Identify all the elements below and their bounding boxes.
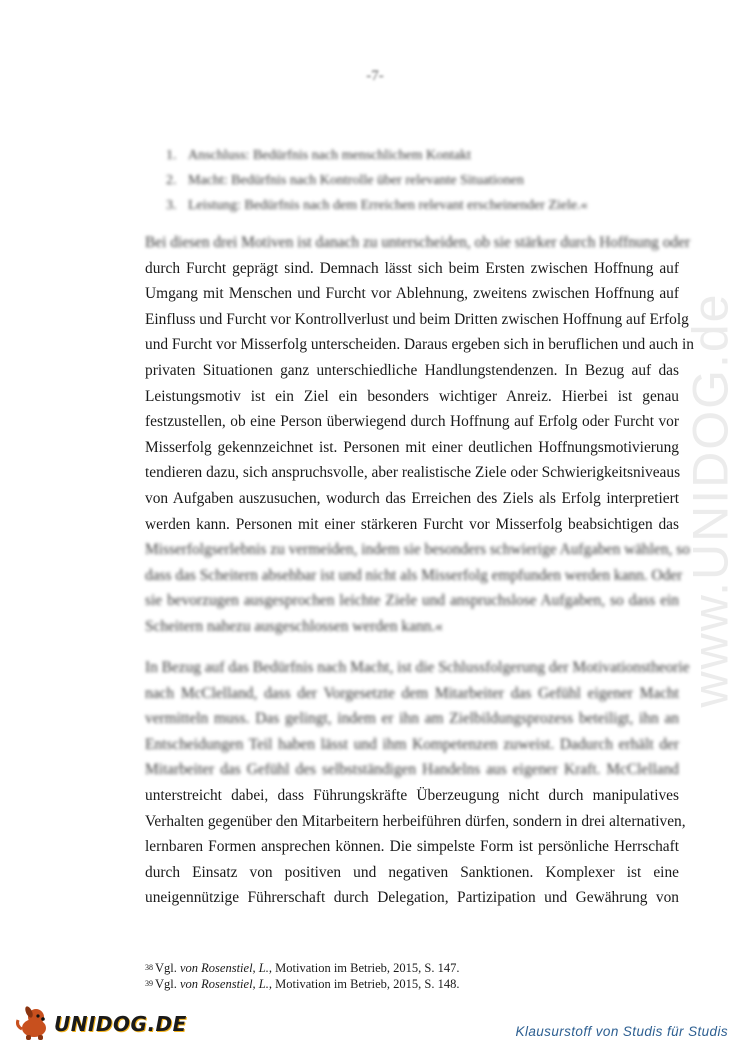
text-line: von Aufgaben auszusuchen, wodurch das Erreichen des Ziels als Erfolg interpretiert (145, 489, 679, 507)
body-paragraph-2 (145, 655, 690, 911)
footnote-prefix: Vgl. (155, 961, 180, 975)
text-line-blurred: Mitarbeiter das Gefühl des selbstständigen Handelns aus eigener Kraft. McClelland (145, 761, 679, 779)
footnotes (145, 960, 460, 992)
text-line-blurred: sie bevorzugen ausgesprochen leichte Ziele und anspruchslose Aufgaben, so dass ein (145, 592, 679, 610)
footnote (145, 960, 460, 976)
body-paragraph-1 (145, 230, 694, 640)
text-line: durch Einsatz von positiven und negativen Sanktionen. Komplexer ist eine (145, 863, 679, 881)
text-line-blurred: nach McClelland, dass der Vorgesetzte dem Mitarbeiter das Gefühl eigener Macht (145, 684, 679, 702)
footnote-number: 39 (145, 979, 153, 988)
text-line-blurred: vermitteln muss. Das gelingt, indem er ihn am Zielbildungsprozess beteiligt, ihn an (145, 710, 679, 728)
list-item-number: 3. (166, 198, 177, 213)
text-line: unterstreicht dabei, dass Führungskräfte Überzeugung nicht durch manipulatives (145, 786, 679, 804)
text-line: lernbaren Formen ansprechen können. Die simpelste Form ist persönliche Herrschaft (145, 838, 679, 856)
list-item-text: Anschluss: Bedürfnis nach menschlichem Kontakt (188, 148, 472, 163)
text-line: Verhalten gegenüber den Mitarbeitern herbeiführen dürfen, sondern in drei alternativen, (145, 812, 686, 830)
text-line: werden kann. Personen mit einer stärkeren Furcht vor Misserfolg beabsichtigen das (145, 515, 679, 533)
text-line: Leistungsmotiv ist ein Ziel ein besonders wichtiger Anreiz. Hierbei ist genau (145, 387, 679, 405)
list-item-number: 2. (166, 173, 177, 188)
text-line-blurred: Scheitern nahezu ausgeschlossen werden kann.« (145, 617, 443, 635)
watermark (660, 240, 750, 760)
footnote-author: von Rosenstiel, L., (180, 961, 273, 975)
footnote-author: von Rosenstiel, L., (180, 977, 273, 991)
footnote-prefix: Vgl. (155, 977, 180, 991)
list-item (166, 168, 588, 193)
dog-mascot-icon (14, 1002, 54, 1047)
text-line-blurred: In Bezug auf das Bedürfnis nach Macht, ist die Schlussfolgerung der Motivationstheorie (145, 659, 690, 676)
text-line-blurred: Bei diesen drei Motiven ist danach zu unterscheiden, ob sie stärker durch Hoffnung oder (145, 234, 691, 251)
logo-text: UNIDOG.DE (54, 1012, 187, 1036)
page-number: -7- (366, 68, 384, 84)
list-item-number: 1. (166, 148, 177, 163)
text-line: und Furcht vor Misserfolg unterscheiden. Daraus ergeben sich in beruflichen und auch in (145, 336, 694, 354)
tagline: Klausurstoff von Studis für Studis (515, 1024, 728, 1039)
text-line: Umgang mit Menschen und Furcht vor Ablehnung, zweitens zwischen Hoffnung auf (145, 285, 679, 303)
footnote-source: Motivation im Betrieb, 2015, S. 147. (272, 961, 460, 975)
text-line: Einfluss und Furcht vor Kontrollverlust und beim Dritten zwischen Hoffnung auf Erfolg (145, 310, 689, 328)
list-item (166, 193, 588, 218)
text-line: privaten Situationen ganz unterschiedliche Handlungstendenzen. In Bezug auf das (145, 361, 679, 379)
motive-list (166, 143, 588, 218)
unidog-logo[interactable] (14, 1004, 187, 1044)
text-line-blurred: Entscheidungen Teil haben lässt und ihm Kompetenzen zuweist. Dadurch erhält der (145, 735, 679, 753)
list-item (166, 143, 588, 168)
text-line: festzustellen, ob eine Person überwiegend durch Hoffnung auf Erfolg oder Furcht vor (145, 413, 679, 431)
watermark-text: www.UNIDOG.de (682, 292, 738, 708)
footnote-number: 38 (145, 963, 153, 972)
text-line-blurred: Misserfolgserlebnis zu vermeiden, indem sie besonders schwierige Aufgaben wählen, so (145, 541, 690, 559)
footnote (145, 976, 460, 992)
list-item-text: Leistung: Bedürfnis nach dem Erreichen relevant erscheinender Ziele.« (188, 198, 588, 213)
footnote-source: Motivation im Betrieb, 2015, S. 148. (272, 977, 460, 991)
text-line: durch Furcht geprägt sind. Demnach lässt sich beim Ersten zwischen Hoffnung auf (145, 259, 679, 277)
text-line: uneigennützige Führerschaft durch Delegation, Partizipation und Gewährung von (145, 889, 679, 907)
text-line: Misserfolg gekennzeichnet ist. Personen mit einer deutlichen Hoffnungsmotivierung (145, 438, 679, 456)
list-item-text: Macht: Bedürfnis nach Kontrolle über relevante Situationen (188, 173, 524, 188)
text-line: tendieren dazu, sich anspruchsvolle, aber realistische Ziele oder Schwierigkeitsniveaus (145, 464, 681, 482)
text-line-blurred: dass das Scheitern absehbar ist und nicht als Misserfolg empfunden werden kann. Oder (145, 566, 683, 584)
